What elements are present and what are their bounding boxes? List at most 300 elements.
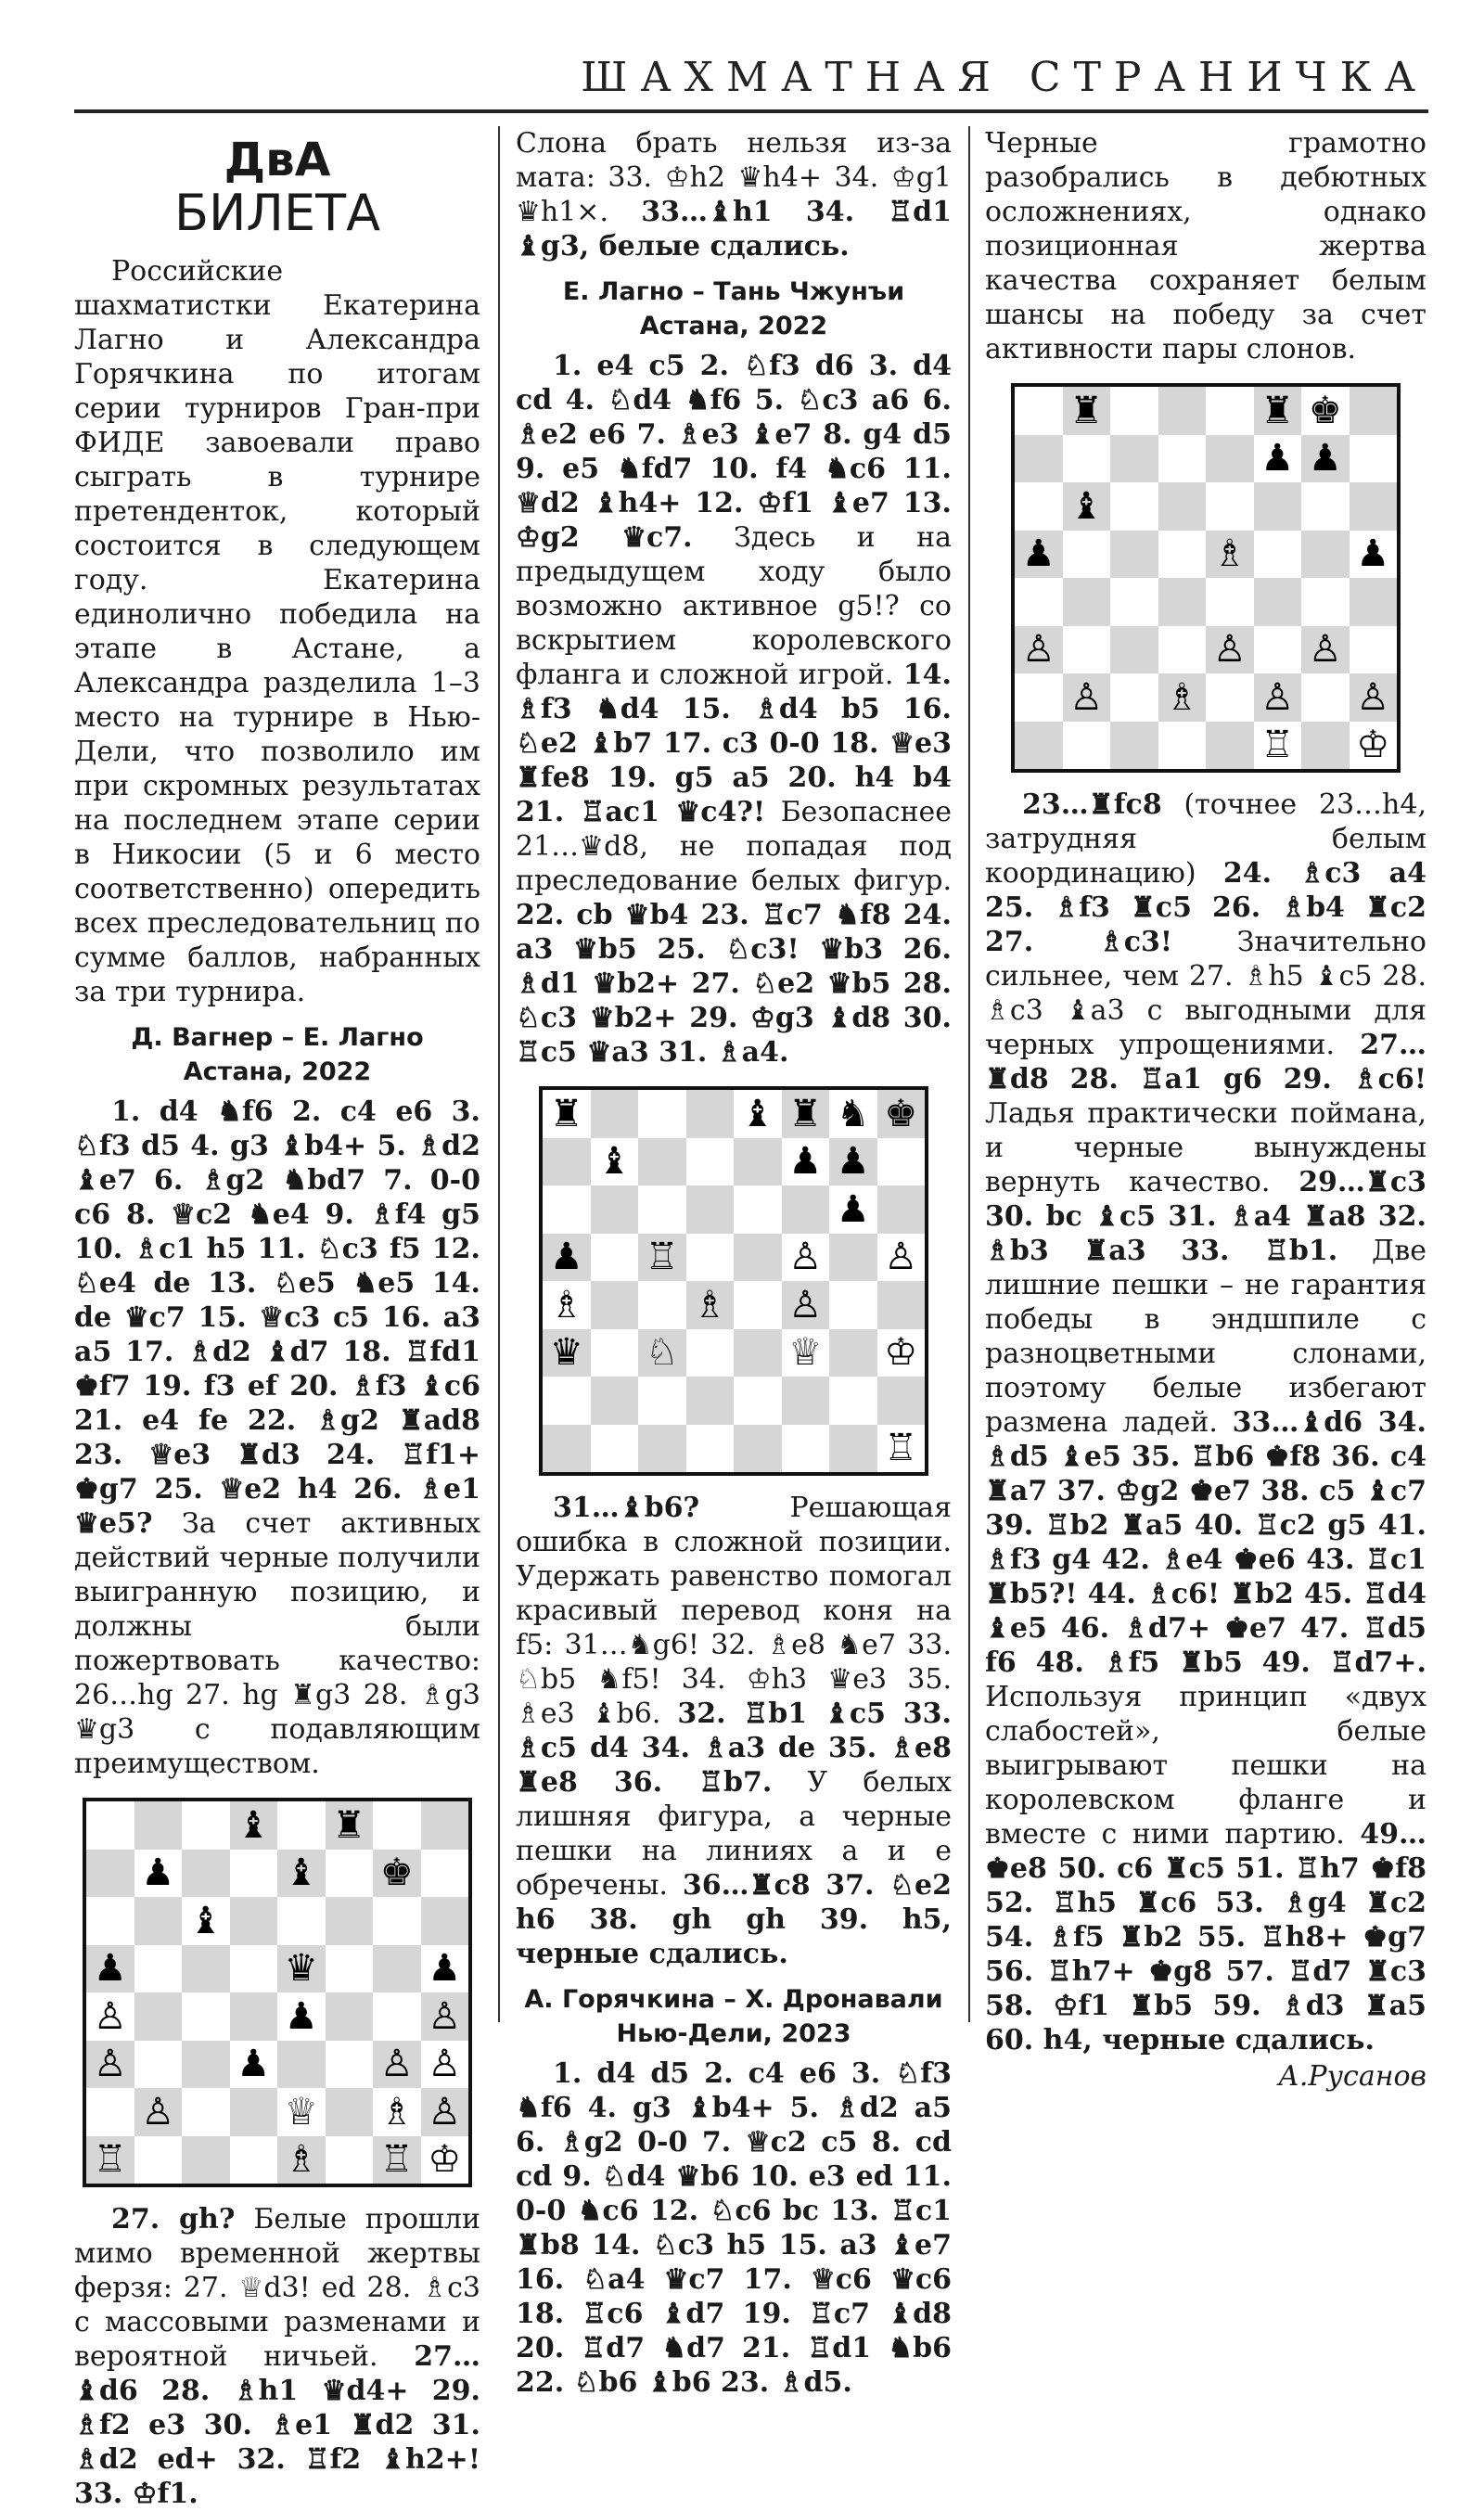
board-square: [86, 2041, 134, 2089]
board-square: [1254, 673, 1302, 722]
board-square: [326, 1945, 374, 1993]
board-square: [1110, 722, 1158, 770]
white-queen-icon: ♕: [788, 1331, 823, 1375]
board-square: [782, 1090, 830, 1138]
game-moves: 31…♝b6?: [553, 1492, 700, 1524]
board-square: [877, 1138, 926, 1186]
board-square: [686, 1425, 735, 1473]
board-square: [1158, 387, 1207, 435]
board-square: [230, 2088, 278, 2136]
board-square: [1063, 722, 1111, 770]
board-square: [1158, 531, 1207, 579]
white-rook-icon: ♖: [379, 2138, 414, 2182]
board-square: [134, 1897, 183, 1945]
intro-paragraph: Российские шахматистки Екатерина Лагно и Александра Горячкина по итогам серии турниров Гран-при ФИДЕ завоевали право сыграть в турнире претенденток, который состоится в следующем году. Екатерина единолично победила на этапе в Астане, а Александра разделила 1–3 место на турнире в Нью-Дели, что позволило им при скромных результатах на последнем этапе серии в Никосии (5 и 6 место соответственно) опередить всех преследовательниц по сумме баллов, набранных за три турнира.: [74, 255, 480, 1008]
game-moves: 29…♜c3 30. bc ♝c5 31. ♗a4 ♜a8 32. ♗b3 ♜a3 33. ♖b1.: [985, 1166, 1426, 1267]
board-square: [1206, 673, 1254, 722]
white-pawn-icon: ♙: [428, 2090, 462, 2133]
board-square: [638, 1185, 686, 1234]
board-square: [134, 1945, 183, 1993]
board-square: [182, 2088, 230, 2136]
board-square: [86, 1897, 134, 1945]
board-square: [591, 1090, 639, 1138]
column-divider: [498, 126, 500, 2022]
board-square: [782, 1138, 830, 1186]
game-comment: Значительно сильнее, чем 27. ♗h5 ♝c5 28. ♗c3 ♝a3 с выгодными для черных упрощениями.: [985, 926, 1426, 1061]
black-bishop-icon: ♝: [237, 1803, 271, 1847]
board-square: [1301, 626, 1350, 674]
board-square: [591, 1377, 639, 1425]
white-pawn-icon: ♙: [428, 2043, 462, 2086]
black-pawn-icon: ♟: [788, 1140, 823, 1184]
board-square: [230, 1945, 278, 1993]
board-square: [1254, 626, 1302, 674]
board-square: [1015, 482, 1063, 531]
board-square: [829, 1377, 877, 1425]
board-square: [1206, 578, 1254, 626]
black-pawn-icon: ♟: [1260, 437, 1295, 480]
game-event: Нью-Дели, 2023: [616, 2019, 851, 2048]
board-square: [277, 1850, 326, 1898]
board-square: [1301, 435, 1350, 483]
game-comment: Черные грамотно разобрались в дебютных осложнениях, однако позиционная жертва качества сохраняет белым шансы на победу за счет активности пары слонов.: [985, 127, 1426, 365]
white-pawn-icon: ♙: [1260, 675, 1295, 719]
board-square: [373, 2088, 421, 2136]
board-square: [326, 2041, 374, 2089]
board-square: [1350, 578, 1398, 626]
board-square: [686, 1281, 735, 1329]
black-pawn-icon: ♟: [836, 1187, 870, 1231]
game-players: А. Горячкина – Х. Дронавали: [524, 1985, 943, 2014]
board-square: [134, 2088, 183, 2136]
white-pawn-icon: ♙: [1356, 675, 1390, 719]
board-square: [134, 2136, 183, 2184]
game-event: Астана, 2022: [183, 1057, 372, 1086]
black-pawn-icon: ♟: [93, 1947, 127, 1991]
board-square: [829, 1138, 877, 1186]
game-heading: [516, 275, 952, 343]
board-square: [277, 1897, 326, 1945]
board-square: [1350, 531, 1398, 579]
board-square: [326, 2088, 374, 2136]
board-square: [638, 1138, 686, 1186]
board-square: [134, 1801, 183, 1850]
board-square: [638, 1329, 686, 1377]
board-square: [734, 1377, 782, 1425]
board-square: [1301, 578, 1350, 626]
board-square: [1015, 722, 1063, 770]
board-square: [1063, 435, 1111, 483]
game-moves: 27. gh?: [111, 2203, 236, 2236]
board-square: [1015, 578, 1063, 626]
page-header: ШАХМАТНАЯ СТРАНИЧКА: [581, 54, 1428, 101]
white-pawn-icon: ♙: [93, 1994, 127, 2038]
header-rule: [74, 109, 1428, 113]
board-square: [1110, 626, 1158, 674]
board-square: [1063, 482, 1111, 531]
white-rook-icon: ♖: [1260, 724, 1295, 767]
board-square: [734, 1425, 782, 1473]
board-square: [638, 1425, 686, 1473]
game-moves: 24. ♗c3 a4 25. ♗f3 ♜c5 26. ♗b4 ♜c2 27. ♗c3!: [985, 857, 1426, 958]
board-square: [543, 1377, 591, 1425]
black-queen-icon: ♛: [549, 1331, 583, 1375]
board-square: [782, 1377, 830, 1425]
board-square: [829, 1281, 877, 1329]
board-square: [1206, 626, 1254, 674]
board-square: [1158, 626, 1207, 674]
board-square: [1301, 673, 1350, 722]
black-queen-icon: ♛: [284, 1947, 318, 1991]
board-square: [230, 1850, 278, 1898]
game-comment: Ладья практически поймана, и черные вынуждены вернуть качество.: [985, 1097, 1426, 1198]
chess-diagram-3: [1011, 383, 1401, 773]
board-square: [543, 1281, 591, 1329]
board-square: [421, 1897, 469, 1945]
game-moves: 27…♝d6 28. ♗h1 ♛d4+ 29. ♗f2 e3 30. ♗e1 ♜d2 31. ♗d2 ed+ 32. ♖f2 ♝h2+! 33. ♔f1.: [74, 2340, 480, 2510]
board-square: [421, 1992, 469, 2041]
board-square: [421, 2041, 469, 2089]
black-bishop-icon: ♝: [188, 1899, 223, 1942]
white-pawn-icon: ♙: [93, 2043, 127, 2086]
column-divider: [968, 126, 970, 2022]
board-square: [86, 2088, 134, 2136]
board-square: [277, 2088, 326, 2136]
board-square: [373, 1850, 421, 1898]
white-king-icon: ♔: [884, 1331, 918, 1375]
board-square: [877, 1425, 926, 1473]
game-moves: 14. ♗f3 ♞d4 15. ♗d4 b5 16. ♘e2 ♝b7 17. c3 0-0 18. ♕e3 ♜fe8 19. g5 a5 20. h4 b4 21. ♖ac1 ♛c4?!: [516, 659, 952, 828]
board-square: [182, 1945, 230, 1993]
board-square: [1301, 722, 1350, 770]
black-rook-icon: ♜: [332, 1803, 366, 1847]
board-square: [1063, 626, 1111, 674]
board-square: [86, 1850, 134, 1898]
board-square: [421, 2088, 469, 2136]
black-knight-icon: ♞: [836, 1092, 870, 1135]
board-square: [877, 1377, 926, 1425]
game-comment: У белых лишняя фигура, а черные пешки на линиях a и e обречены.: [516, 1766, 952, 1902]
black-rook-icon: ♜: [1260, 389, 1295, 432]
game-heading: [516, 1982, 952, 2051]
board-square: [591, 1234, 639, 1282]
board-square: [829, 1234, 877, 1282]
game-players: Е. Лагно – Тань Чжунъи: [562, 277, 905, 306]
board-square: [638, 1281, 686, 1329]
board-square: [591, 1425, 639, 1473]
board-square: [638, 1234, 686, 1282]
black-bishop-icon: ♝: [597, 1140, 632, 1184]
board-square: [230, 2136, 278, 2184]
board-square: [734, 1234, 782, 1282]
board-square: [1350, 722, 1398, 770]
board-square: [1254, 435, 1302, 483]
board-square: [686, 1329, 735, 1377]
black-bishop-icon: ♝: [1069, 484, 1104, 528]
board-square: [686, 1185, 735, 1234]
board-square: [1301, 387, 1350, 435]
black-king-icon: ♚: [379, 1851, 414, 1895]
column-2: [516, 126, 952, 2399]
game-moves: 1. e4 c5 2. ♘f3 d6 3. d4 cd 4. ♘d4 ♞f6 5. ♘c3 a6 6. ♗e2 e6 7. ♗e3 ♝e7 8. g4 d5 9. e5 ♞fd7 10. f4 ♞c6 11. ♕d2 ♝h4+ 12. ♔f1 ♝e7 13. ♔g2 ♛c7.: [516, 350, 952, 554]
black-rook-icon: ♜: [788, 1092, 823, 1135]
column-1: [74, 126, 480, 2510]
board-square: [421, 1945, 469, 1993]
board-square: [230, 1992, 278, 2041]
white-knight-icon: ♘: [645, 1331, 679, 1375]
game-moves: 33…♝h1 34. ♖d1 ♝g3, белые сдались.: [516, 196, 952, 263]
board-square: [277, 1945, 326, 1993]
board-square: [1015, 435, 1063, 483]
white-bishop-icon: ♗: [1212, 532, 1247, 576]
board-square: [326, 1992, 374, 2041]
chess-diagram-2: [539, 1086, 928, 1476]
game-moves: 1. d4 d5 2. c4 e6 3. ♘f3 ♞f6 4. g3 ♝b4+ 5. ♗d2 a5 6. ♗g2 0-0 7. ♕c2 c5 8. cd cd 9. ♘d4 ♛b6 10. e3 ed 11. 0-0 ♞c6 12. ♘c6 bc 13. ♖c1 ♜b8 14. ♘c3 h5 15. a3 ♝e7 16. ♘a4 ♛c7 17. ♕c6 ♛c6 18. ♖c6 ♝d7 19. ♖c7 ♝d8 20. ♖d7 ♞d7 21. ♖d1 ♞b6 22. ♘b6 ♝b6 23. ♗d5.: [516, 2057, 952, 2399]
white-pawn-icon: ♙: [428, 1994, 462, 2038]
board-square: [591, 1329, 639, 1377]
game-event: Астана, 2022: [639, 312, 828, 340]
board-square: [686, 1377, 735, 1425]
board-square: [134, 1992, 183, 2041]
board-square: [1158, 673, 1207, 722]
board-square: [1206, 387, 1254, 435]
white-pawn-icon: ♙: [884, 1236, 918, 1279]
board-square: [591, 1185, 639, 1234]
white-bishop-icon: ♗: [693, 1283, 727, 1326]
board-square: [1110, 673, 1158, 722]
board-square: [734, 1185, 782, 1234]
white-rook-icon: ♖: [884, 1427, 918, 1470]
board-square: [86, 1801, 134, 1850]
white-pawn-icon: ♙: [788, 1236, 823, 1279]
white-bishop-icon: ♗: [1165, 675, 1199, 719]
game-comment: Две лишние пешки – не гарантия победы в эндшпиле с разноцветными слонами, поэтому белые избегают размена ладей.: [985, 1235, 1426, 1439]
board-square: [1350, 673, 1398, 722]
white-king-icon: ♔: [1356, 724, 1390, 767]
board-square: [230, 1897, 278, 1945]
board-square: [86, 1945, 134, 1993]
black-pawn-icon: ♟: [1021, 532, 1055, 576]
white-pawn-icon: ♙: [1069, 675, 1104, 719]
game-comment: Используя принцип «двух слабостей», белые выигрывают пешки на королевском фланге и вместе с ними партию.: [985, 1681, 1426, 1851]
game-moves: 22. cb ♛b4 23. ♖c7 ♞f8 24. a3 ♛b5 25. ♘c3! ♛b3 26. ♗d1 ♛b2+ 27. ♘e2 ♛b5 28. ♘c3 ♛b2+ 29. ♔g3 ♝d8 30. ♖c5 ♛a3 31. ♗a4.: [516, 899, 952, 1069]
board-square: [829, 1329, 877, 1377]
board-square: [86, 2136, 134, 2184]
board-square: [86, 1992, 134, 2041]
board-square: [1254, 722, 1302, 770]
board-square: [1350, 626, 1398, 674]
board-square: [1158, 578, 1207, 626]
board-square: [326, 1850, 374, 1898]
board-square: [1206, 722, 1254, 770]
board-square: [373, 2136, 421, 2184]
board-square: [734, 1090, 782, 1138]
game-moves: 27…♜d8 28. ♖a1 g6 29. ♗c6!: [985, 1029, 1426, 1095]
article-subtitle: БИЛЕТА: [173, 184, 381, 242]
board-square: [182, 1897, 230, 1945]
white-bishop-icon: ♗: [379, 2090, 414, 2133]
board-square: [1254, 531, 1302, 579]
game-moves: 36…♜c8 37. ♘e2 h6 38. gh gh 39. h5, черные сдались.: [516, 1869, 952, 1970]
board-square: [182, 2041, 230, 2089]
black-king-icon: ♚: [884, 1092, 918, 1135]
board-square: [182, 1992, 230, 2041]
board-square: [277, 1992, 326, 2041]
board-square: [1015, 387, 1063, 435]
board-square: [1015, 531, 1063, 579]
board-square: [734, 1329, 782, 1377]
board-square: [782, 1234, 830, 1282]
board-square: [182, 1801, 230, 1850]
white-bishop-icon: ♗: [549, 1283, 583, 1326]
board-square: [1110, 435, 1158, 483]
game-comment: Решающая ошибка в сложной позиции. Удержать равенство помогал красивый перевод коня на f5: 31…♞g6! 32. ♗e8 ♞e7 33. ♘b5 ♞f5! 34. ♔h3 ♛e3 35. ♗e3 ♝b6.: [516, 1492, 952, 1730]
chess-diagram-1: [83, 1798, 472, 2187]
game-moves: 33…♝d6 34. ♗d5 ♝e5 35. ♖b6 ♚f8 36. c4 ♜a7 37. ♔g2 ♚e7 38. c5 ♝c7 39. ♖b2 ♜a5 40. ♖c2 g5 41. ♗f3 g4 42. ♗e4 ♚e6 43. ♖c1 ♜b5?! 44. ♗c6! ♜b2 45. ♖d4 ♝e5 46. ♗d7+ ♚e7 47. ♖d5 f6 48. ♗f5 ♜b5 49. ♖d7+.: [985, 1406, 1426, 1679]
board-square: [591, 1138, 639, 1186]
white-pawn-icon: ♙: [788, 1283, 823, 1326]
board-square: [877, 1329, 926, 1377]
article-title: ДвА: [224, 133, 331, 186]
board-square: [277, 1801, 326, 1850]
white-rook-icon: ♖: [645, 1236, 679, 1279]
board-square: [734, 1281, 782, 1329]
board-square: [373, 1897, 421, 1945]
board-square: [543, 1138, 591, 1186]
white-pawn-icon: ♙: [141, 2090, 175, 2133]
board-square: [1110, 482, 1158, 531]
board-square: [277, 2136, 326, 2184]
board-square: [1063, 531, 1111, 579]
game-moves: 49…♚e8 50. c6 ♜c5 51. ♖h7 ♚f8 52. ♖h5 ♜c6 53. ♗g4 ♜c2 54. ♗f5 ♜b2 55. ♖h8+ ♚g7 56. ♖h7+ ♚g8 57. ♖d7 ♜c3 58. ♔f1 ♜b5 59. ♗d3 ♜a5 60. h4, черные сдались.: [985, 1818, 1426, 2056]
game-moves: 23…♜fc8: [1022, 788, 1162, 821]
board-square: [1015, 626, 1063, 674]
game-comment: За счет активных действий черные получили выигранную позицию, и должны были пожертвовать качество: 26…hg 27. hg ♜g3 28. ♗g3 ♛g3 с подавляющим преимуществом.: [74, 1507, 480, 1780]
board-square: [1063, 673, 1111, 722]
board-square: [421, 1850, 469, 1898]
board-square: [1015, 673, 1063, 722]
board-square: [638, 1377, 686, 1425]
board-square: [1254, 578, 1302, 626]
board-square: [1254, 387, 1302, 435]
white-pawn-icon: ♙: [379, 2043, 414, 2086]
board-square: [782, 1281, 830, 1329]
game-comment: (точнее 23…h4, затрудняя белым координацию): [985, 788, 1426, 890]
black-king-icon: ♚: [1308, 389, 1342, 432]
board-square: [1206, 531, 1254, 579]
board-square: [877, 1281, 926, 1329]
board-square: [326, 1897, 374, 1945]
black-bishop-icon: ♝: [740, 1092, 774, 1135]
board-square: [1110, 578, 1158, 626]
board-square: [829, 1425, 877, 1473]
board-square: [591, 1281, 639, 1329]
board-square: [1063, 387, 1111, 435]
game-comment: Здесь и на предыдущем ходу было возможно активное g5!? со вскрытием королевского фланга и сложной игрой.: [516, 521, 952, 691]
board-square: [1206, 435, 1254, 483]
board-square: [421, 2136, 469, 2184]
board-square: [134, 1850, 183, 1898]
board-square: [182, 1850, 230, 1898]
board-square: [373, 2041, 421, 2089]
white-rook-icon: ♖: [93, 2138, 127, 2182]
board-square: [1206, 482, 1254, 531]
board-square: [373, 1801, 421, 1850]
board-square: [373, 1992, 421, 2041]
game-heading: [74, 1020, 480, 1089]
black-pawn-icon: ♟: [1308, 437, 1342, 480]
black-pawn-icon: ♟: [1356, 532, 1390, 576]
board-square: [1301, 482, 1350, 531]
board-square: [686, 1090, 735, 1138]
black-pawn-icon: ♟: [284, 1994, 318, 2038]
board-square: [543, 1185, 591, 1234]
board-square: [373, 1945, 421, 1993]
board-square: [230, 2041, 278, 2089]
board-square: [543, 1234, 591, 1282]
board-square: [1063, 578, 1111, 626]
author-signature: А.Русанов: [1278, 2060, 1426, 2093]
white-pawn-icon: ♙: [1212, 628, 1247, 672]
white-pawn-icon: ♙: [1308, 628, 1342, 672]
board-square: [543, 1425, 591, 1473]
black-pawn-icon: ♟: [237, 2043, 271, 2086]
board-square: [638, 1090, 686, 1138]
column-3: [985, 126, 1426, 2078]
board-square: [326, 2136, 374, 2184]
game-players: Д. Вагнер – Е. Лагно: [131, 1023, 424, 1052]
board-square: [829, 1090, 877, 1138]
game-moves: 32. ♖b1 ♝c5 33. ♗c5 d4 34. ♗a3 de 35. ♗e8 ♜e8 36. ♖b7.: [516, 1697, 952, 1799]
board-square: [1110, 531, 1158, 579]
board-square: [326, 1801, 374, 1850]
game-moves: 1. d4 ♞f6 2. c4 e6 3. ♘f3 d5 4. g3 ♝b4+ 5. ♗d2 ♝e7 6. ♗g2 ♞bd7 7. 0-0 c6 8. ♕c2 ♞e4 9. ♗f4 g5 10. ♗c1 h5 11. ♘c3 f5 12. ♘e4 de 13. ♘e5 ♞e5 14. de ♛c7 15. ♕c3 c5 16. a3 a5 17. ♗d2 ♝d7 18. ♖fd1 ♚f7 19. f3 ef 20. ♗f3 ♝c6 21. e4 fe 22. ♗g2 ♜ad8 23. ♕e3 ♜d3 24. ♖f1+ ♚g7 25. ♕e2 h4 26. ♗e1 ♛e5?: [74, 1095, 480, 1540]
board-square: [1254, 482, 1302, 531]
board-square: [1110, 387, 1158, 435]
black-pawn-icon: ♟: [428, 1947, 462, 1991]
board-square: [182, 2136, 230, 2184]
white-king-icon: ♔: [428, 2138, 462, 2182]
board-square: [734, 1138, 782, 1186]
board-square: [1158, 435, 1207, 483]
board-square: [686, 1138, 735, 1186]
board-square: [1350, 435, 1398, 483]
board-square: [782, 1329, 830, 1377]
black-pawn-icon: ♟: [549, 1236, 583, 1279]
board-square: [1350, 482, 1398, 531]
board-square: [782, 1185, 830, 1234]
board-square: [230, 1801, 278, 1850]
board-square: [277, 2041, 326, 2089]
board-square: [543, 1090, 591, 1138]
black-bishop-icon: ♝: [284, 1851, 318, 1895]
board-square: [829, 1185, 877, 1234]
board-square: [782, 1425, 830, 1473]
board-square: [134, 2041, 183, 2089]
black-rook-icon: ♜: [1069, 389, 1104, 432]
board-square: [1158, 722, 1207, 770]
board-square: [877, 1090, 926, 1138]
black-pawn-icon: ♟: [836, 1140, 870, 1184]
board-square: [1301, 531, 1350, 579]
white-pawn-icon: ♙: [1021, 628, 1055, 672]
board-square: [877, 1234, 926, 1282]
black-rook-icon: ♜: [549, 1092, 583, 1135]
board-square: [1350, 387, 1398, 435]
board-square: [543, 1329, 591, 1377]
game-comment: Слона брать нельзя из-за мата: 33. ♔h2 ♛h4+ 34. ♔g1 ♛h1×.: [516, 127, 952, 228]
game-comment: Безопаснее 21…♛d8, не попадая под преследование белых фигур.: [516, 796, 952, 897]
